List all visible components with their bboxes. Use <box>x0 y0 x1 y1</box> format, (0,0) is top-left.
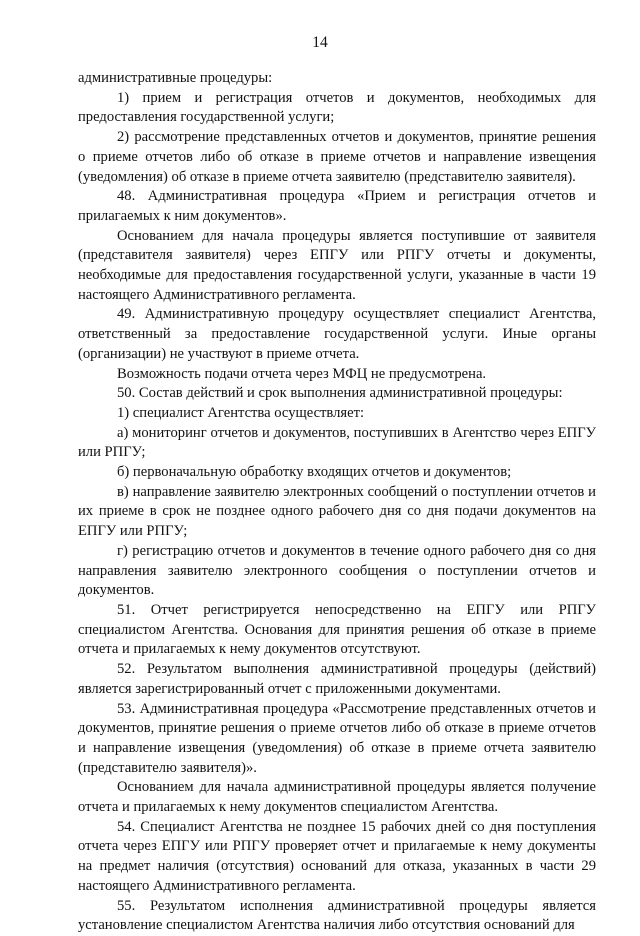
paragraph-50-g: г) регистрацию отчетов и документов в течение одного рабочего дня со дня направления заявителю электронного сообщения о поступлении отчетов и документов. <box>78 542 596 599</box>
paragraph-50-1: 1) специалист Агентства осуществляет: <box>117 404 365 421</box>
paragraph-50: 50. Состав действий и срок выполнения административной процедуры: <box>117 385 563 402</box>
paragraph-49: 49. Административную процедуру осуществляет специалист Агентства, ответственный за предоставление государственной услуги. Иные органы (организации) не участвуют в приеме отчета. <box>78 306 596 362</box>
paragraph-54: 54. Специалист Агентства не позднее 15 рабочих дней со дня поступления отчета через ЕПГУ или РПГУ проверяет отчет и прилагаемые к нему документы на предмет наличия (отсутствия) оснований для отказа, указанных в части 29 настоящего Административного регламента. <box>78 818 596 894</box>
paragraph-49-mfc: Возможность подачи отчета через МФЦ не предусмотрена. <box>117 365 487 382</box>
paragraph-48: 48. Административная процедура «Прием и регистрация отчетов и прилагаемых к ним документов». <box>78 188 596 224</box>
paragraph-51: 51. Отчет регистрируется непосредственно на ЕПГУ или РПГУ специалистом Агентства. Основания для принятия решения об отказе в приеме отчета и прилагаемых к нему документов отсутствуют. <box>78 601 596 658</box>
paragraph-52: 52. Результатом выполнения административной процедуры (действий) является зарегистрированный отчет с приложенными документами. <box>78 661 596 697</box>
paragraph-50-v: в) направление заявителю электронных сообщений о поступлении отчетов и их приеме в срок не позднее одного рабочего дня со дня подачи документов на ЕПГУ или РПГУ; <box>78 483 596 540</box>
paragraph-procedure-1: 1) прием и регистрация отчетов и документов, необходимых для предоставления государственной услуги; <box>78 89 596 126</box>
document-body <box>78 69 596 936</box>
paragraph-48-basis: Основанием для начала процедуры является поступившие от заявителя (представителя заявителя) через ЕПГУ или РПГУ отчеты и документы, необходимые для предоставления государственной услуги, указанные в части 19 настоящего Административного регламента. <box>78 227 596 303</box>
paragraph-53: 53. Административная процедура «Рассмотрение представленных отчетов и документов, принятие решения о приеме отчетов либо об отказе в приеме отчетов и направление извещения (уведомления) об отказе в приеме отчета заявителю (представителю заявителя)». <box>78 700 596 776</box>
page-number: 14 <box>312 34 328 51</box>
paragraph-intro: административные процедуры: <box>78 70 273 86</box>
paragraph-53-basis: Основанием для начала административной процедуры является получение отчета и прилагаемых к нему документов специалистом Агентства. <box>78 779 596 816</box>
paragraph-50-a: а) мониторинг отчетов и документов, поступивших в Агентство через ЕПГУ или РПГУ; <box>78 424 596 461</box>
paragraph-55: 55. Результатом исполнения административной процедуры является установление специалистом Агентства наличия либо отсутствия оснований для <box>78 897 596 934</box>
paragraph-procedure-2: 2) рассмотрение представленных отчетов и документов, принятие решения о приеме отчетов либо об отказе в приеме отчетов и направление извещения (уведомления) об отказе в приеме отчета заявителю (представителю заявителя). <box>78 129 596 185</box>
paragraph-50-b: б) первоначальную обработку входящих отчетов и документов; <box>117 464 512 481</box>
